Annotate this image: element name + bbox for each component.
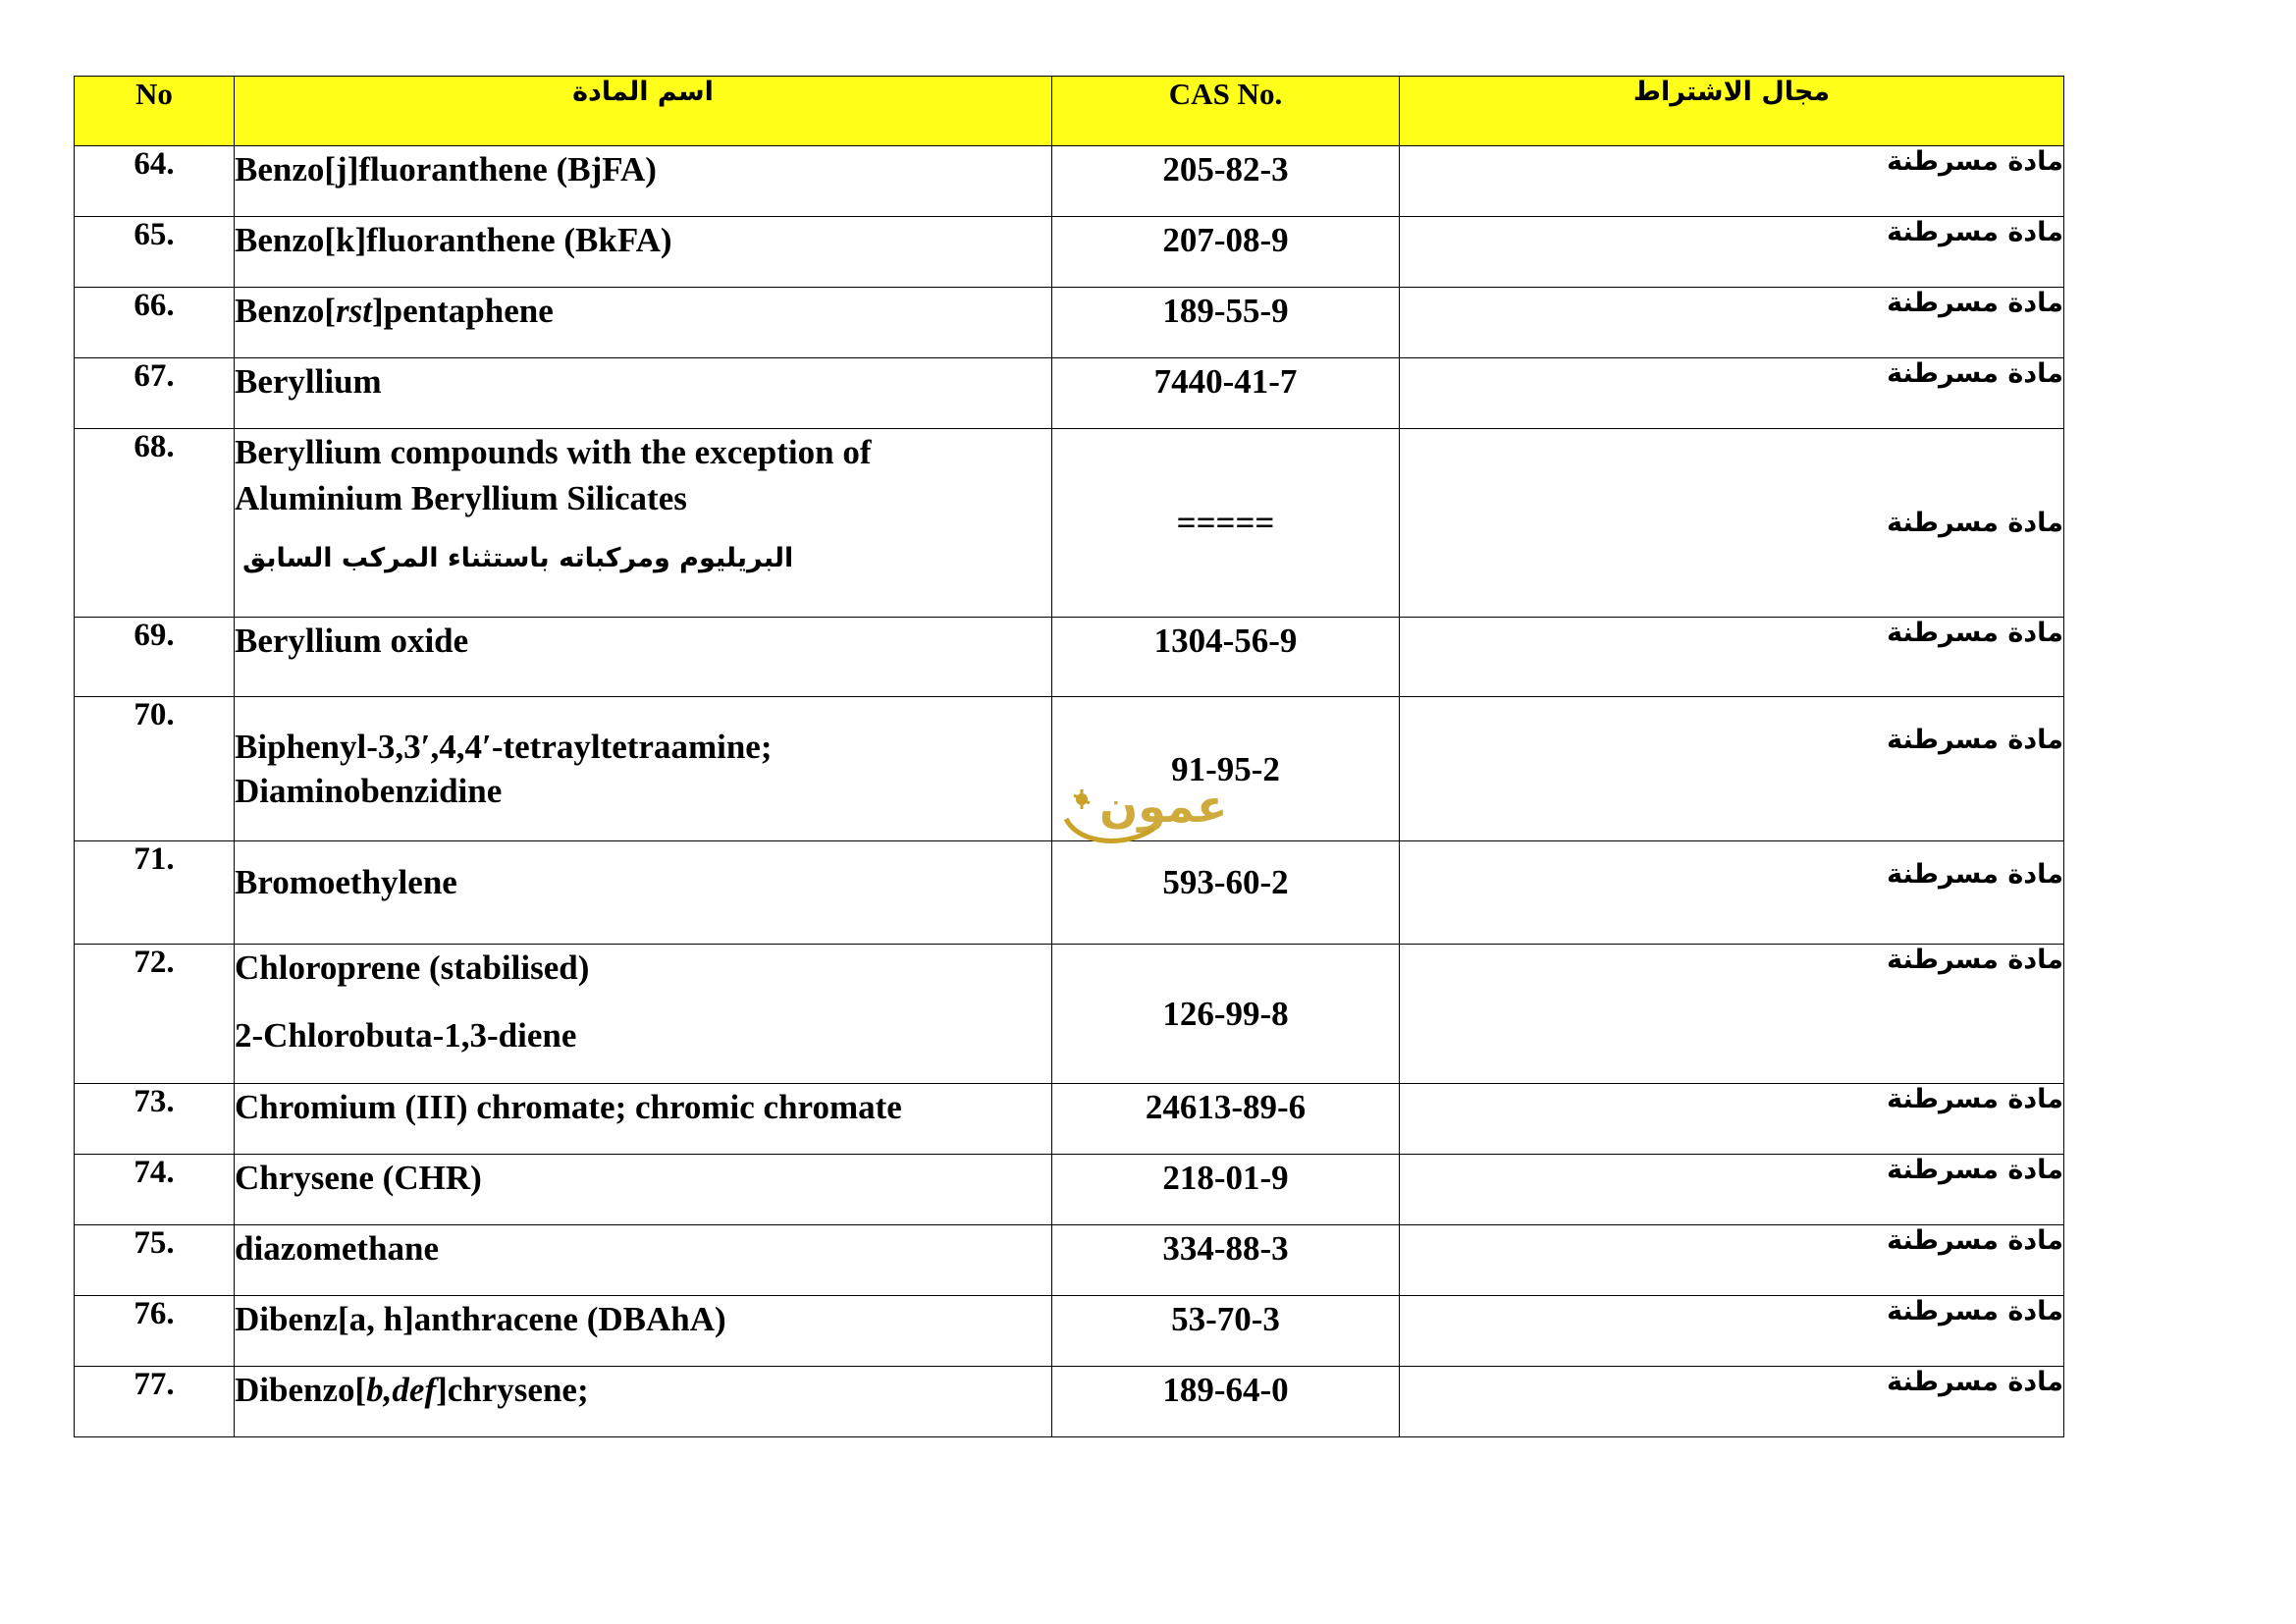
cas-number: ===== — [1052, 429, 1400, 618]
cas-number: 24613-89-6 — [1052, 1084, 1400, 1155]
substance-name: Benzo[j]fluoranthene (BjFA) — [235, 146, 1052, 217]
row-number: 65. — [75, 217, 235, 288]
substance-name — [235, 1367, 1052, 1437]
scope-text: مادة مسرطنة — [1400, 1084, 2064, 1155]
scope-text: مادة مسرطنة — [1400, 618, 2064, 697]
row-number: 73. — [75, 1084, 235, 1155]
row-number: 72. — [75, 945, 235, 1084]
substance-name — [235, 288, 1052, 358]
scope-text: مادة مسرطنة — [1400, 1155, 2064, 1225]
cas-number: 207-08-9 — [1052, 217, 1400, 288]
name-line: Biphenyl-3,3′,4,4′-tetrayltetraamine; — [235, 728, 773, 766]
substance-name — [235, 429, 1052, 618]
name-line: Beryllium compounds with the exception of — [235, 433, 872, 471]
header-no: No — [75, 77, 235, 146]
name-line: Chloroprene (stabilised) — [235, 948, 590, 987]
table-row — [75, 1296, 2064, 1367]
row-number: 64. — [75, 146, 235, 217]
row-number: 76. — [75, 1296, 235, 1367]
row-number: 74. — [75, 1155, 235, 1225]
table-row — [75, 358, 2064, 429]
scope-text: مادة مسرطنة — [1400, 1367, 2064, 1437]
scope-text: مادة مسرطنة — [1400, 945, 2064, 1084]
cas-number: 334-88-3 — [1052, 1225, 1400, 1296]
row-number: 69. — [75, 618, 235, 697]
header-row — [75, 77, 2064, 146]
substance-name — [235, 945, 1052, 1084]
table-row — [75, 1225, 2064, 1296]
cas-number: 1304-56-9 — [1052, 618, 1400, 697]
header-cas-no: CAS No. — [1052, 77, 1400, 146]
scope-text: مادة مسرطنة — [1400, 1225, 2064, 1296]
name-part: Dibenzo[ — [235, 1371, 367, 1409]
header-substance-name: اسم المادة — [235, 77, 1052, 146]
cas-number: 189-64-0 — [1052, 1367, 1400, 1437]
name-italic-part: b,def — [366, 1371, 437, 1409]
substance-name: diazomethane — [235, 1225, 1052, 1296]
name-italic-part: rst — [336, 292, 373, 330]
table-row — [75, 618, 2064, 697]
cas-number: 205-82-3 — [1052, 146, 1400, 217]
substance-name: Dibenz[a, h]anthracene (DBAhA) — [235, 1296, 1052, 1367]
row-number: 67. — [75, 358, 235, 429]
table-row — [75, 841, 2064, 945]
substance-name: Benzo[k]fluoranthene (BkFA) — [235, 217, 1052, 288]
name-part: ]chrysene; — [436, 1371, 589, 1409]
row-number: 75. — [75, 1225, 235, 1296]
watermark-text: عمون — [1099, 780, 1228, 833]
arabic-name-note: البريليوم ومركباته باستثناء المركب السابق — [242, 543, 794, 573]
name-line: Aluminium Beryllium Silicates — [235, 479, 687, 517]
row-number: 68. — [75, 429, 235, 618]
cas-number: 593-60-2 — [1052, 841, 1400, 945]
substance-name: Beryllium — [235, 358, 1052, 429]
cas-number: 218-01-9 — [1052, 1155, 1400, 1225]
row-number: 70. — [75, 697, 235, 841]
scope-text: مادة مسرطنة — [1400, 217, 2064, 288]
cas-number: 53-70-3 — [1052, 1296, 1400, 1367]
substance-name: Chromium (III) chromate; chromic chromate — [235, 1084, 1052, 1155]
ammon-watermark-logo — [1060, 780, 1256, 854]
substance-name: Beryllium oxide — [235, 618, 1052, 697]
substance-name — [235, 697, 1052, 841]
scope-text: مادة مسرطنة — [1400, 429, 2064, 618]
name-line: 2-Chlorobuta-1,3-diene — [235, 1016, 577, 1055]
cas-number: 126-99-8 — [1052, 945, 1400, 1084]
table-row — [75, 217, 2064, 288]
scope-text: مادة مسرطنة — [1400, 1296, 2064, 1367]
substance-name: Bromoethylene — [235, 841, 1052, 945]
scope-text: مادة مسرطنة — [1400, 697, 2064, 841]
scope-text: مادة مسرطنة — [1400, 358, 2064, 429]
table-row — [75, 945, 2064, 1084]
scope-text: مادة مسرطنة — [1400, 288, 2064, 358]
substance-name: Chrysene (CHR) — [235, 1155, 1052, 1225]
row-number: 66. — [75, 288, 235, 358]
table-row — [75, 1155, 2064, 1225]
name-line: Diaminobenzidine — [235, 772, 503, 810]
header-scope: مجال الاشتراط — [1400, 77, 2064, 146]
name-part: Benzo[ — [235, 292, 337, 330]
table-row — [75, 146, 2064, 217]
table-row — [75, 1367, 2064, 1437]
row-number: 71. — [75, 841, 235, 945]
name-part: ]pentaphene — [372, 292, 554, 330]
table-row — [75, 429, 2064, 618]
scope-text: مادة مسرطنة — [1400, 146, 2064, 217]
row-number: 77. — [75, 1367, 235, 1437]
cas-number: 91-95-2 — [1052, 697, 1400, 841]
scope-text: مادة مسرطنة — [1400, 841, 2064, 945]
substances-table — [74, 76, 2064, 1437]
table-row — [75, 1084, 2064, 1155]
table-row — [75, 288, 2064, 358]
cas-number: 189-55-9 — [1052, 288, 1400, 358]
cas-number: 7440-41-7 — [1052, 358, 1400, 429]
